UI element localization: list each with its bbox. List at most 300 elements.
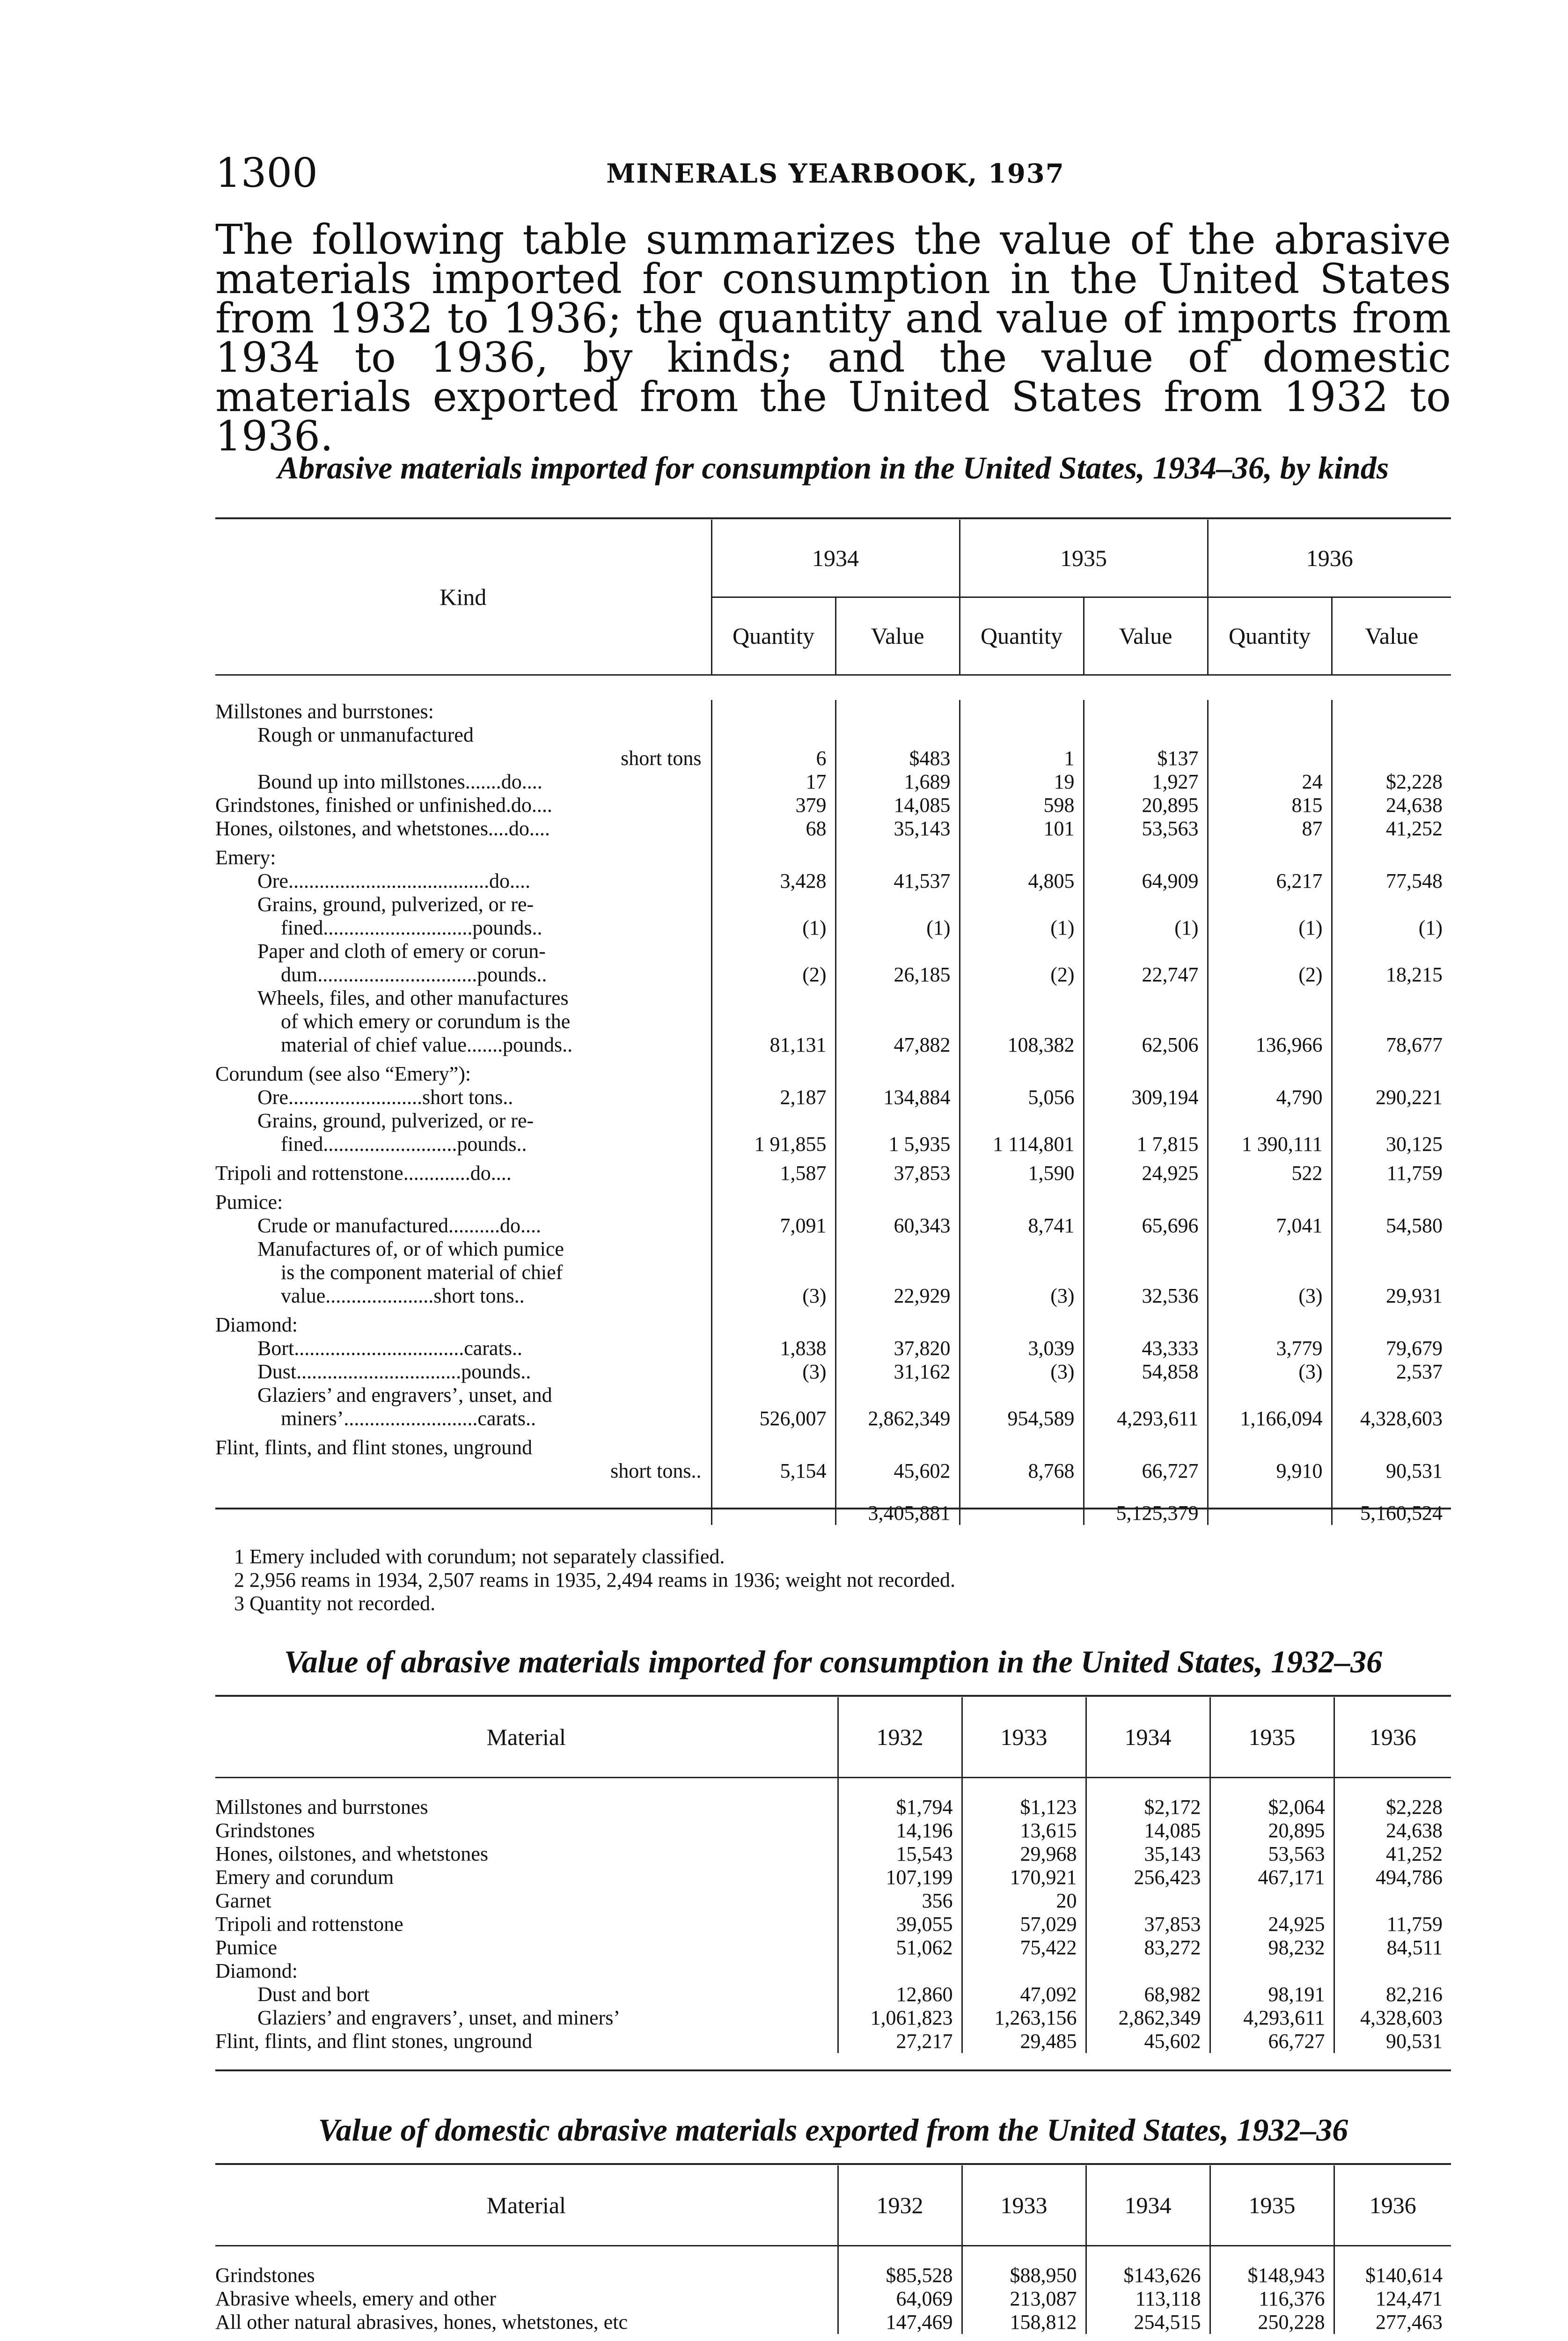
table-row: [215, 1936, 1451, 1959]
row-cell: 35,143: [835, 817, 960, 840]
row-cell: (2): [960, 963, 1084, 986]
row-kind: Grains, ground, pulverized, or re-: [257, 893, 534, 916]
row-value: [1086, 1889, 1210, 1913]
row-cell: 29,931: [1332, 1284, 1451, 1308]
row-cell: 14,085: [835, 794, 960, 817]
row-kind: Pumice:: [215, 1191, 283, 1214]
table-row: [215, 916, 1451, 940]
row-kind: dum...............................pounds..: [281, 963, 547, 986]
row-value: 147,469: [838, 2311, 962, 2334]
row-cell: 4,328,603: [1332, 1407, 1451, 1430]
row-cell: [960, 893, 1084, 916]
row-cell: [1208, 1384, 1332, 1407]
row-value: 1,263,156: [962, 2006, 1086, 2030]
table1-quantity-header: Quantity: [1208, 597, 1332, 674]
row-cell: [1084, 940, 1208, 963]
row-kind: Flint, flints, and flint stones, unground: [215, 1436, 533, 1459]
row-cell: [1332, 1430, 1451, 1459]
row-cell: 526,007: [711, 1407, 835, 1430]
row-value: 41,252: [1334, 1842, 1451, 1866]
table-row: [215, 986, 1451, 1010]
row-cell: 31,162: [835, 1360, 960, 1384]
row-value: 24,638: [1334, 1819, 1451, 1842]
table2-material-header: Material: [486, 1724, 566, 1750]
row-cell: 81,131: [711, 1033, 835, 1057]
row-cell: 32,536: [1084, 1284, 1208, 1308]
row-cell: (1): [1332, 916, 1451, 940]
row-cell: [1208, 986, 1332, 1010]
row-cell: [1208, 700, 1332, 723]
row-cell: 90,531: [1332, 1459, 1451, 1483]
row-cell: 6: [711, 747, 835, 770]
table-row: [215, 2006, 1451, 2030]
table-row: [215, 1033, 1451, 1057]
table-row: [215, 1983, 1451, 2006]
row-kind: [215, 1483, 711, 1525]
row-material: Abrasive wheels, emery and other: [215, 2287, 496, 2310]
row-cell: 79,679: [1332, 1337, 1451, 1360]
row-cell: [1084, 1308, 1208, 1337]
row-cell: 24,638: [1332, 794, 1451, 817]
row-cell: $483: [835, 747, 960, 770]
row-value: 250,228: [1210, 2311, 1334, 2334]
row-cell: 87: [1208, 817, 1332, 840]
row-cell: 24: [1208, 770, 1332, 794]
table-row: [215, 940, 1451, 963]
row-value: 35,143: [1086, 1842, 1210, 1866]
row-cell: [1332, 1109, 1451, 1133]
row-cell: $2,228: [1332, 770, 1451, 794]
row-kind: value.....................short tons..: [281, 1284, 525, 1307]
table1-year-header: 1934: [711, 520, 960, 597]
row-value: 158,812: [962, 2311, 1086, 2334]
row-cell: 101: [960, 817, 1084, 840]
table-row: [215, 1133, 1451, 1156]
row-value: [1210, 1959, 1334, 1983]
spacer-row: [215, 2245, 1451, 2264]
row-cell: 7,041: [1208, 1214, 1332, 1237]
row-cell: 24,925: [1084, 1156, 1208, 1185]
table-row: [215, 1913, 1451, 1936]
table1-caption: Abrasive materials imported for consumption in the United States, 1934–36, by kinds: [277, 450, 1389, 486]
row-cell: 5,125,379: [1084, 1483, 1208, 1525]
row-cell: 1 390,111: [1208, 1133, 1332, 1156]
row-value: 107,199: [838, 1866, 962, 1889]
row-cell: 8,768: [960, 1459, 1084, 1483]
row-value: 4,328,603: [1334, 2006, 1451, 2030]
row-cell: 5,154: [711, 1459, 835, 1483]
row-cell: [1084, 1237, 1208, 1261]
table-row: [215, 963, 1451, 986]
row-cell: 3,039: [960, 1337, 1084, 1360]
row-cell: 1 114,801: [960, 1133, 1084, 1156]
row-kind: material of chief value.......pounds..: [281, 1033, 573, 1056]
table1-header-rule: [215, 674, 1451, 676]
row-kind: Wheels, files, and other manufactures: [257, 986, 569, 1009]
row-kind: Grindstones, finished or unfinished.do....: [215, 794, 552, 817]
row-cell: (3): [960, 1284, 1084, 1308]
row-value: 24,925: [1210, 1913, 1334, 1936]
row-cell: [711, 1010, 835, 1033]
row-cell: 3,428: [711, 869, 835, 893]
row-cell: [960, 1057, 1084, 1086]
row-cell: [960, 1010, 1084, 1033]
row-cell: [1084, 1109, 1208, 1133]
table-row: [215, 1866, 1451, 1889]
row-cell: 4,790: [1208, 1086, 1332, 1109]
row-value: 37,853: [1086, 1913, 1210, 1936]
row-cell: (3): [711, 1360, 835, 1384]
row-cell: [1084, 1384, 1208, 1407]
row-cell: 8,741: [960, 1214, 1084, 1237]
row-cell: 62,506: [1084, 1033, 1208, 1057]
row-cell: 41,252: [1332, 817, 1451, 840]
row-kind: Diamond:: [215, 1313, 298, 1336]
row-cell: 64,909: [1084, 869, 1208, 893]
row-cell: [1084, 1010, 1208, 1033]
row-value: 277,463: [1334, 2311, 1451, 2334]
row-cell: (1): [1084, 916, 1208, 940]
row-value: $1,794: [838, 1796, 962, 1819]
row-value: $143,626: [1086, 2264, 1210, 2287]
row-cell: [960, 986, 1084, 1010]
table-row: [215, 1796, 1451, 1819]
table2-bottom-rule: [215, 2069, 1451, 2071]
row-cell: [1332, 1057, 1451, 1086]
table-row: [215, 1889, 1451, 1913]
row-cell: 37,820: [835, 1337, 960, 1360]
row-kind: Rough or unmanufactured: [257, 723, 474, 746]
table3-year-header: 1935: [1210, 2165, 1334, 2245]
row-cell: (2): [711, 963, 835, 986]
row-cell: [711, 893, 835, 916]
row-cell: (3): [960, 1360, 1084, 1384]
row-cell: 68: [711, 817, 835, 840]
row-cell: 309,194: [1084, 1086, 1208, 1109]
row-material: Dust and bort: [257, 1983, 370, 2006]
row-value: 68,982: [1086, 1983, 1210, 2006]
row-cell: [835, 1261, 960, 1284]
table2-caption: Value of abrasive materials imported for consumption in the United States, 1932–36: [284, 1644, 1383, 1679]
row-value: 75,422: [962, 1936, 1086, 1959]
row-cell: 1 91,855: [711, 1133, 835, 1156]
table-row: [215, 1459, 1451, 1483]
row-cell: 18,215: [1332, 963, 1451, 986]
row-cell: [1332, 1261, 1451, 1284]
row-value: 47,092: [962, 1983, 1086, 2006]
row-cell: [1084, 1430, 1208, 1459]
table1-kind-header: Kind: [440, 584, 487, 610]
row-cell: [1208, 1237, 1332, 1261]
table-row: [215, 840, 1451, 869]
row-cell: [835, 1384, 960, 1407]
row-cell: 290,221: [1332, 1086, 1451, 1109]
table2-year-header: 1933: [962, 1697, 1086, 1777]
table1-top-rule: [215, 517, 1451, 519]
row-cell: [1332, 747, 1451, 770]
row-cell: [960, 723, 1084, 747]
row-material: Glaziers’ and engravers’, unset, and miners’: [257, 2006, 620, 2029]
table1-quantity-header: Quantity: [711, 597, 835, 674]
row-material: Tripoli and rottenstone: [215, 1913, 403, 1936]
table-row: [215, 1057, 1451, 1086]
row-kind: Ore.......................................do....: [257, 869, 530, 892]
row-value: [1210, 1889, 1334, 1913]
row-cell: [835, 1185, 960, 1214]
table3-top-rule: [215, 2163, 1451, 2165]
table3-caption: Value of domestic abrasive materials exported from the United States, 1932–36: [318, 2112, 1348, 2148]
page-header: [215, 150, 1456, 206]
row-cell: [1332, 1237, 1451, 1261]
row-cell: [1332, 986, 1451, 1010]
table-row: [215, 1842, 1451, 1866]
table1-bottom-rule: [215, 1508, 1451, 1509]
row-kind: fined.............................pounds..: [281, 916, 542, 939]
table1-year-header: 1936: [1208, 520, 1451, 597]
table-row: [215, 1959, 1451, 1983]
table1-year-header: 1935: [960, 520, 1208, 597]
row-material: Pumice: [215, 1936, 277, 1959]
row-value: 84,511: [1334, 1936, 1451, 1959]
row-cell: [711, 700, 835, 723]
row-cell: 54,580: [1332, 1214, 1451, 1237]
row-value: $2,064: [1210, 1796, 1334, 1819]
row-kind: Emery:: [215, 846, 276, 869]
row-value: 467,171: [1210, 1866, 1334, 1889]
row-cell: [960, 1237, 1084, 1261]
row-cell: [1208, 1010, 1332, 1033]
row-kind: Bound up into millstones.......do....: [257, 770, 542, 793]
row-cell: [960, 940, 1084, 963]
table3-year-header: 1932: [838, 2165, 962, 2245]
row-cell: [835, 940, 960, 963]
table1-quantity-header: Quantity: [960, 597, 1084, 674]
row-material: Grindstones: [215, 1819, 315, 1842]
row-value: 1,061,823: [838, 2006, 962, 2030]
table1-value-header: Value: [1084, 597, 1208, 674]
row-cell: 1: [960, 747, 1084, 770]
row-cell: 60,343: [835, 1214, 960, 1237]
row-cell: 65,696: [1084, 1214, 1208, 1237]
row-cell: [711, 940, 835, 963]
row-kind: fined..........................pounds..: [281, 1133, 527, 1156]
row-value: $2,172: [1086, 1796, 1210, 1819]
row-cell: 954,589: [960, 1407, 1084, 1430]
row-material: Grindstones: [215, 2264, 315, 2287]
row-cell: [1332, 1010, 1451, 1033]
row-value: 82,216: [1334, 1983, 1451, 2006]
table-row: [215, 2264, 1451, 2287]
table-row: [215, 700, 1451, 723]
row-kind: Grains, ground, pulverized, or re-: [257, 1109, 534, 1132]
row-material: Millstones and burrstones: [215, 1796, 428, 1818]
table-row: [215, 1261, 1451, 1284]
table-row: [215, 2030, 1451, 2053]
table-row: [215, 893, 1451, 916]
row-cell: [711, 840, 835, 869]
row-value: 29,968: [962, 1842, 1086, 1866]
row-value: 98,232: [1210, 1936, 1334, 1959]
row-kind: Ore..........................short tons..: [257, 1086, 513, 1109]
row-value: 124,471: [1334, 2287, 1451, 2311]
row-value: 90,531: [1334, 2030, 1451, 2053]
row-cell: [1084, 1185, 1208, 1214]
row-cell: [711, 986, 835, 1010]
row-cell: [960, 1483, 1084, 1525]
row-material: Flint, flints, and flint stones, unground: [215, 2030, 533, 2053]
row-cell: [1208, 1430, 1332, 1459]
row-cell: [1084, 1057, 1208, 1086]
row-cell: [1208, 1483, 1332, 1525]
table-row: [215, 1430, 1451, 1459]
row-cell: (2): [1208, 963, 1332, 986]
table-row: [215, 1086, 1451, 1109]
table-row: [215, 1483, 1451, 1525]
row-cell: [1208, 840, 1332, 869]
row-cell: 26,185: [835, 963, 960, 986]
row-kind: Glaziers’ and engravers’, unset, and: [257, 1384, 552, 1406]
row-material: Hones, oilstones, and whetstones: [215, 1842, 488, 1865]
row-value: [838, 1959, 962, 1983]
table-row: [215, 817, 1451, 840]
row-cell: [711, 723, 835, 747]
row-value: 51,062: [838, 1936, 962, 1959]
table1-body: [215, 700, 1451, 1525]
footnote: 3 Quantity not recorded.: [234, 1592, 436, 1615]
row-cell: 66,727: [1084, 1459, 1208, 1483]
row-value: 64,069: [838, 2287, 962, 2311]
row-cell: [1208, 1308, 1332, 1337]
row-cell: [835, 893, 960, 916]
row-cell: 9,910: [1208, 1459, 1332, 1483]
row-cell: [1332, 700, 1451, 723]
row-cell: [960, 1185, 1084, 1214]
row-cell: [1084, 986, 1208, 1010]
spacer-row: [215, 1777, 1451, 1796]
row-cell: [835, 1430, 960, 1459]
row-cell: 1 7,815: [1084, 1133, 1208, 1156]
row-kind: Millstones and burrstones:: [215, 700, 434, 723]
table-row: [215, 1819, 1451, 1842]
row-cell: 20,895: [1084, 794, 1208, 817]
row-material: All other natural abrasives, hones, whetstones, etc: [215, 2311, 628, 2334]
row-cell: [711, 1185, 835, 1214]
table2-top-rule: [215, 1695, 1451, 1697]
row-cell: [711, 1384, 835, 1407]
table-row: [215, 1214, 1451, 1237]
table-row: [215, 1337, 1451, 1360]
row-cell: [1332, 1384, 1451, 1407]
row-cell: [835, 1237, 960, 1261]
row-cell: 19: [960, 770, 1084, 794]
row-cell: 2,537: [1332, 1360, 1451, 1384]
row-kind: Tripoli and rottenstone.............do....: [215, 1162, 512, 1185]
row-value: 20: [962, 1889, 1086, 1913]
table3-year-header: 1936: [1334, 2165, 1451, 2245]
row-value: $88,950: [962, 2264, 1086, 2287]
row-cell: [1332, 840, 1451, 869]
row-value: 20,895: [1210, 1819, 1334, 1842]
row-cell: (3): [1208, 1360, 1332, 1384]
row-value: 116,376: [1210, 2287, 1334, 2311]
row-cell: [1208, 1109, 1332, 1133]
row-cell: [835, 700, 960, 723]
row-cell: [835, 1010, 960, 1033]
row-value: 14,196: [838, 1819, 962, 1842]
row-value: 256,423: [1086, 1866, 1210, 1889]
row-cell: [711, 1308, 835, 1337]
row-cell: 43,333: [1084, 1337, 1208, 1360]
row-cell: 1,166,094: [1208, 1407, 1332, 1430]
row-cell: [711, 1237, 835, 1261]
table3-header-rule: [215, 2245, 1451, 2246]
row-cell: [1084, 700, 1208, 723]
row-cell: [1332, 1308, 1451, 1337]
row-cell: (3): [711, 1284, 835, 1308]
table-row: [215, 1360, 1451, 1384]
row-cell: 1,689: [835, 770, 960, 794]
row-cell: 134,884: [835, 1086, 960, 1109]
row-cell: 17: [711, 770, 835, 794]
row-value: 4,293,611: [1210, 2006, 1334, 2030]
row-value: 356: [838, 1889, 962, 1913]
table1-header: [215, 520, 1451, 674]
table-row: [215, 747, 1451, 770]
row-cell: [835, 986, 960, 1010]
row-cell: 4,805: [960, 869, 1084, 893]
row-cell: 3,405,881: [835, 1483, 960, 1525]
row-value: [1334, 1959, 1451, 1983]
row-cell: 379: [711, 794, 835, 817]
row-cell: [835, 1109, 960, 1133]
row-cell: $137: [1084, 747, 1208, 770]
row-value: 14,085: [1086, 1819, 1210, 1842]
row-cell: [835, 1057, 960, 1086]
row-cell: 5,160,524: [1332, 1483, 1451, 1525]
row-value: 27,217: [838, 2030, 962, 2053]
row-value: 213,087: [962, 2287, 1086, 2311]
row-cell: (1): [1208, 916, 1332, 940]
row-value: $148,943: [1210, 2264, 1334, 2287]
row-cell: [835, 840, 960, 869]
row-value: [1334, 1889, 1451, 1913]
table-row: [215, 723, 1451, 747]
row-cell: 7,091: [711, 1214, 835, 1237]
intro-paragraph: The following table summarizes the value of the abrasive materials imported for consumption in the United States from 1932 to 1936; the quantity and value of imports from 1934 to 1936, by kinds; and the value of domestic materials exported from the United States from 1932 to 1936.: [215, 215, 1451, 460]
row-kind: short tons..: [610, 1459, 702, 1482]
row-value: 98,191: [1210, 1983, 1334, 2006]
table-row: [215, 1156, 1451, 1185]
row-cell: [711, 1261, 835, 1284]
row-cell: 136,966: [1208, 1033, 1332, 1057]
row-value: $85,528: [838, 2264, 962, 2287]
row-cell: 78,677: [1332, 1033, 1451, 1057]
row-cell: (1): [711, 916, 835, 940]
table-row: [215, 2287, 1451, 2311]
row-cell: 1,587: [711, 1156, 835, 1185]
row-cell: 1,838: [711, 1337, 835, 1360]
row-cell: (1): [960, 916, 1084, 940]
row-cell: 53,563: [1084, 817, 1208, 840]
row-cell: 5,056: [960, 1086, 1084, 1109]
row-value: 53,563: [1210, 1842, 1334, 1866]
table3-year-header: 1933: [962, 2165, 1086, 2245]
row-kind: Paper and cloth of emery or corun-: [257, 940, 546, 963]
row-value: 12,860: [838, 1983, 962, 2006]
table-row: [215, 1384, 1451, 1407]
row-cell: 1,927: [1084, 770, 1208, 794]
row-cell: 45,602: [835, 1459, 960, 1483]
